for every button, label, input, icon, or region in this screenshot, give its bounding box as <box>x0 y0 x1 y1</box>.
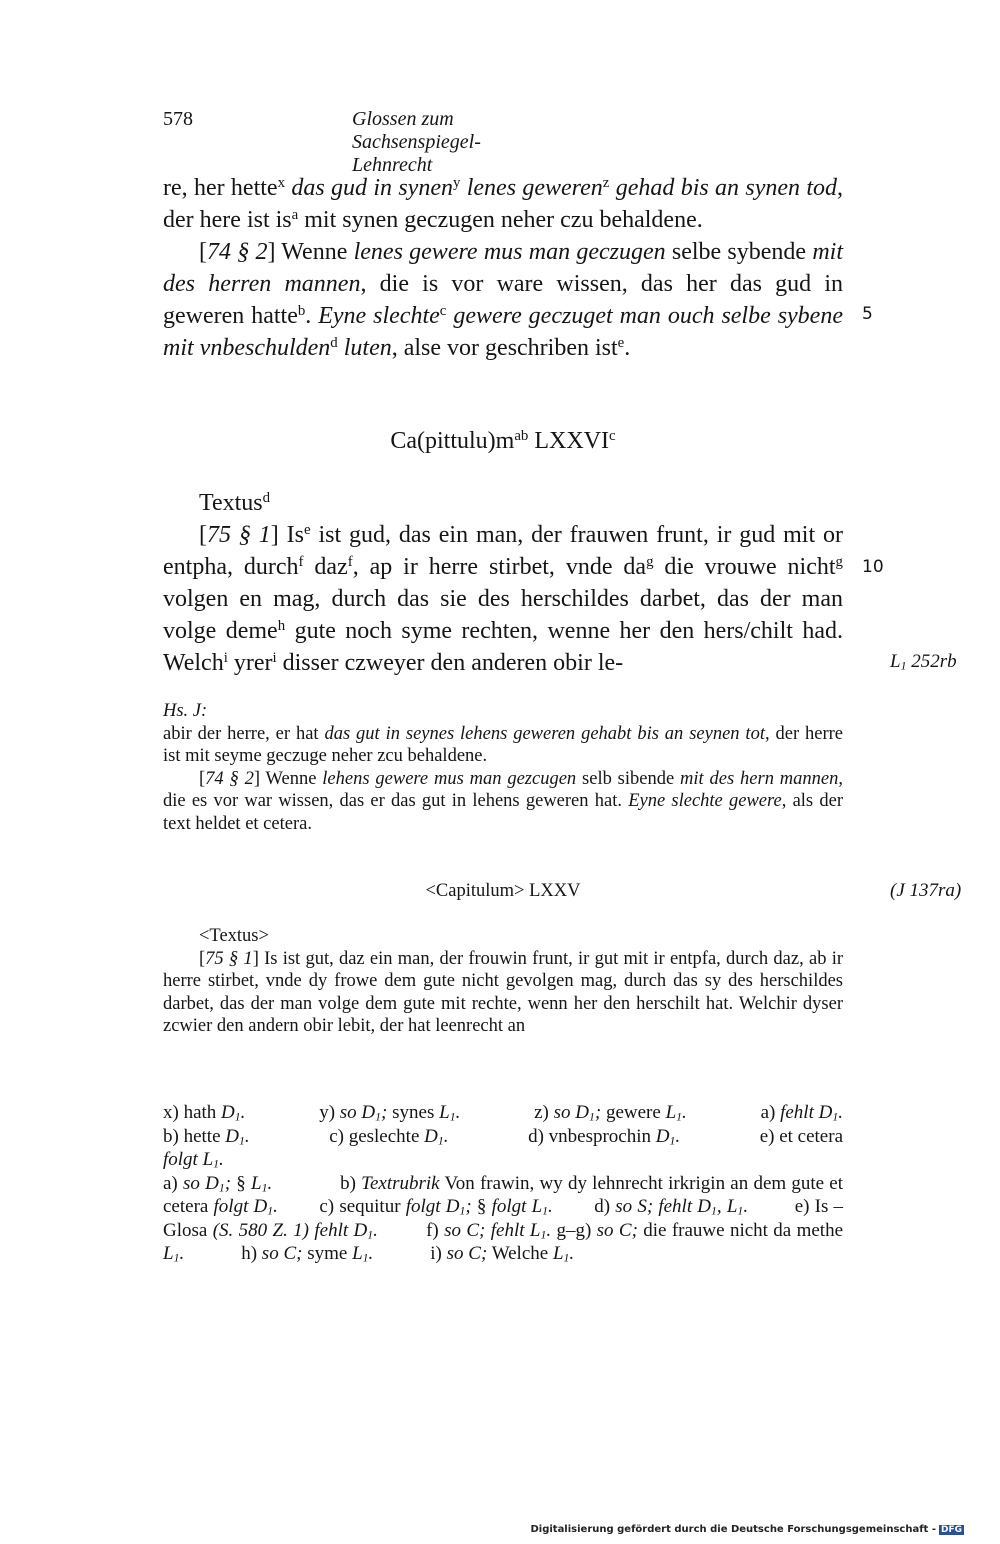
main-text-block-1: re, her hette$^x$ das gud in synen$^y$ lenes geweren$^z$ gehad bis an synen tod, der here ist $is^a$ mit synen geczugen neher czu behaldene. [74 § 2] Wenne lenes gewere mus man geczugen selbe sybende mit des herren mannen, die is vor ware wissen, das her das gud in geweren hatte$^b$. Eyne slechte$^c$ gewere geczuget man ouch selbe sybene mit vnbeschulden$^d$ luten, alse vor geschriben ist$^e$. <box>163 174 844 361</box>
hs-j-label: Hs. J: <box>163 701 208 721</box>
hs-j-parallel-text: Hs. J: abir der herre, er hat das gut in seynes lehens geweren gehabt bis an seynen tot, der herre ist mit seyme geczuge neher zcu behaldene. [74 § 2] Wenne lehens gewere mus man gezcugen selb sibende mit des hern mannen, die es vor war wissen, das er das gut in lehens geweren hat. Eyne slechte gewere, als der text heldet et cetera. <box>163 701 843 834</box>
j-siglum: (J 137ra) <box>890 880 962 901</box>
j-textus-block: <Textus> [75 § 1] Is ist gut, daz ein man, der frouwin frunt, ir gut mit ir entpfa, durch daz, ab ir herre stirbet, vnde dy frowe dem gute nicht gevolgen mag, durch das sy des herschildes darbet, das der man volge dem gute mit rechte, wenn her den herschilt hat. Welchir dyser zcwier den andern obir lebit, der hat leenrecht an <box>163 926 844 1036</box>
line-number-10: 10 <box>862 557 884 577</box>
page-number: 578 <box>163 108 193 130</box>
manuscript-siglum: $L_1$ 252rb <box>890 651 957 673</box>
line-number-5: 5 <box>862 304 873 324</box>
j-textus-label: <Textus> <box>199 926 269 946</box>
dfg-logo: DFG <box>940 1525 962 1535</box>
textus-label: Textus$^d$ <box>199 489 271 516</box>
chapter-heading: $Ca(pittulu)m^{ab}$ LXXVI$^c$ <box>390 427 616 454</box>
running-title: Glossen zum Sachsenspiegel-Lehnrecht <box>352 108 481 176</box>
main-text-block-2: Textus$^d$ [75 § 1] Is$^e$ ist gud, das ein man, der frauwen frunt, ir gud mit or entpha, durch$^f$ daz$^f$, ap ir herre stirbet, vnde $da^g$ die vrouwe nicht$^g$ volgen en mag, durch das sie des herschildes darbet, das der man volge deme$^h$ gute noch syme rechten, wenne her den hers/chilt had. Welch$^i$ yrer$^i$ disser czweyer den anderen obir le- <box>163 487 843 679</box>
critical-apparatus: x) hath $D_1$. y) so $D_1$; synes $L_1$. z) so $D_1$; gewere $L_1$. a) fehlt $D_1$. b) hette $D_1$. c) geslechte $D_1$. d) vnbesprochin $D_1$. e) et cetera folgt $L_1$. a) so $D_1$; § $L_1$. b) Textrubrik Von frawin, wy dy lehnrecht irkrigin an dem gute et cetera folgt $D_1$. c) sequitur folgt $D_1$; § folgt $L_1$. d) so S; fehlt $D_1$, $L_1$. e) Is – Glosa (S. 580 Z. 1) fehlt $D_1$. f) so C; fehlt $L_1$. g–g) so C; die frauwe nicht da methe $L_1$. h) so C; syme $L_1$. i) so C; Welche $L_1$. <box>163 1102 844 1265</box>
j-chapter-heading: <Capitulum> LXXV <box>425 881 581 901</box>
dfg-footer: Digitalisierung gefördert durch die Deutsche Forschungsgemeinschaft - DFG <box>530 1524 962 1535</box>
